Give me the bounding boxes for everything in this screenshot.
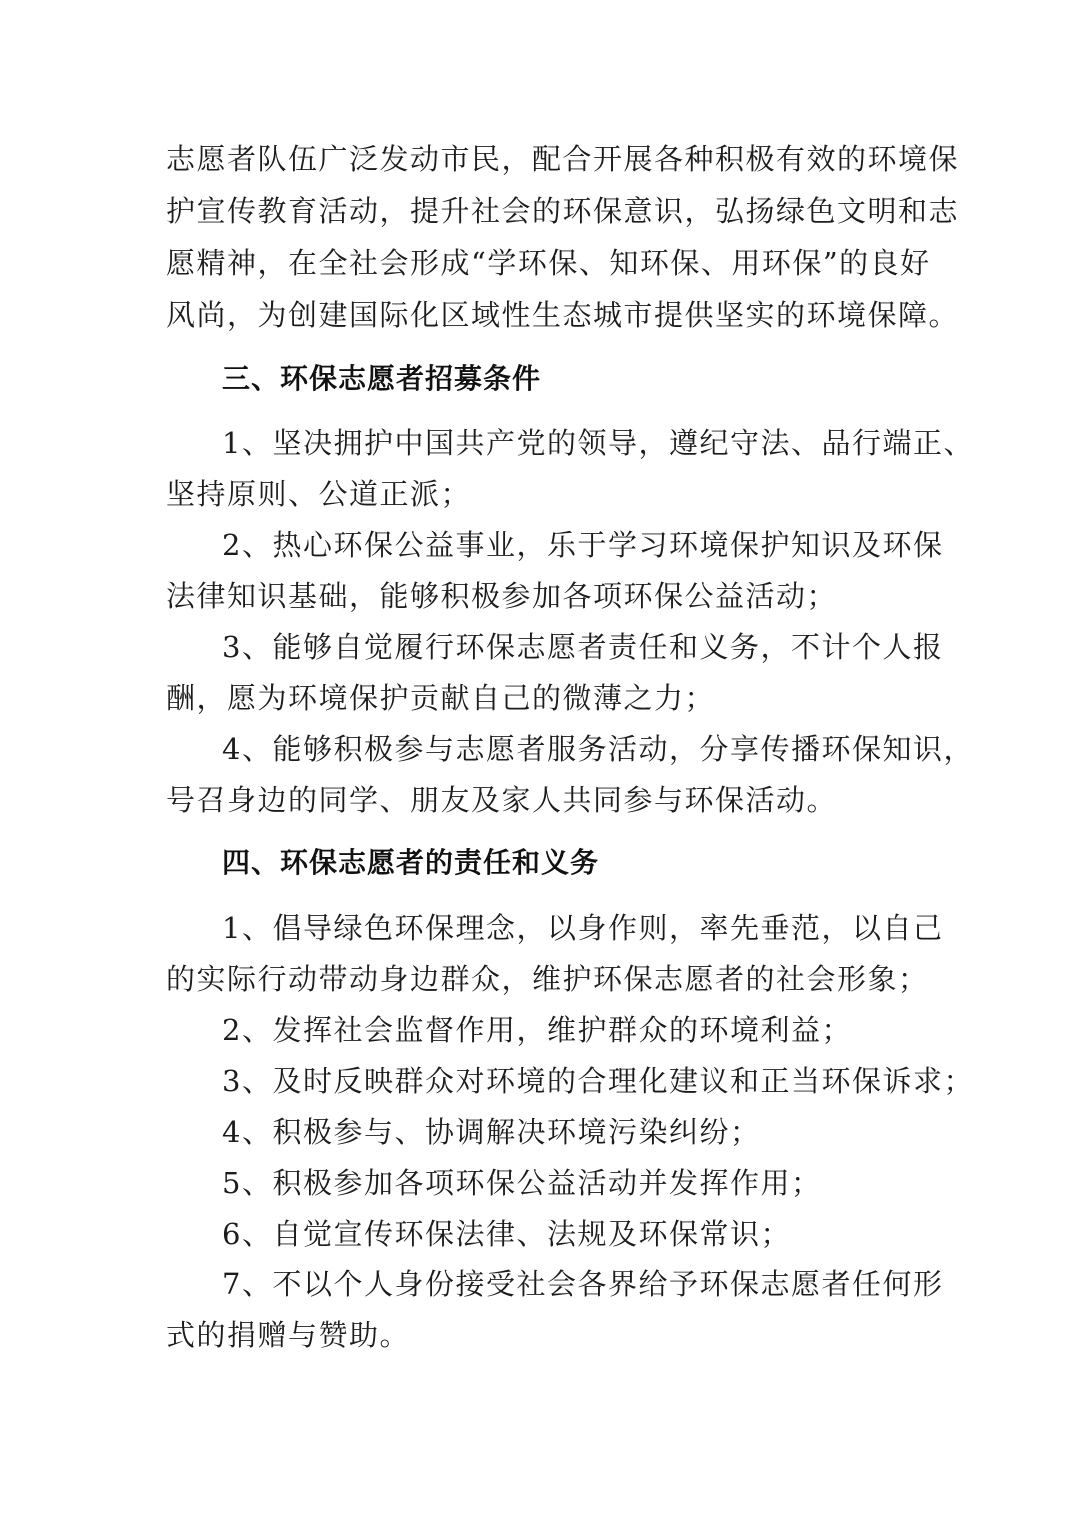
recruitment-condition-item-continuation: 号召身边的同学、朋友及家人共同参与环保活动。 — [166, 783, 838, 817]
recruitment-condition-item-continuation: 法律知识基础，能够积极参加各项环保公益活动； — [166, 579, 838, 613]
responsibility-item-continuation: 的实际行动带动身边群众，维护环保志愿者的社会形象； — [166, 962, 929, 996]
intro-paragraph-line: 护宣传教育活动，提升社会的环保意识，弘扬绿色文明和志 — [166, 194, 960, 228]
recruitment-condition-item: 3、能够自觉履行环保志愿者责任和义务，不计个人报 — [222, 630, 944, 664]
intro-paragraph-line: 志愿者队伍广泛发动市民，配合开展各种积极有效的环境保 — [166, 142, 960, 176]
recruitment-condition-item: 4、能够积极参与志愿者服务活动，分享传播环保知识， — [222, 732, 974, 766]
responsibility-item: 7、不以个人身份接受社会各界给予环保志愿者任何形 — [222, 1267, 944, 1301]
recruitment-condition-item-continuation: 坚持原则、公道正派； — [166, 477, 472, 511]
responsibility-item-continuation: 式的捐赠与赞助。 — [166, 1318, 411, 1352]
recruitment-condition-item: 1、坚决拥护中国共产党的领导，遵纪守法、品行端正、 — [222, 426, 974, 460]
intro-paragraph-line: 风尚，为创建国际化区域性生态城市提供坚实的环境保障。 — [166, 298, 960, 332]
responsibility-item: 4、积极参与、协调解决环境污染纠纷； — [222, 1115, 761, 1149]
responsibility-item: 6、自觉宣传环保法律、法规及环保常识； — [222, 1217, 791, 1251]
responsibility-item: 5、积极参加各项环保公益活动并发挥作用； — [222, 1166, 822, 1200]
section-heading-recruitment-conditions: 三、环保志愿者招募条件 — [222, 362, 542, 395]
recruitment-condition-item: 2、热心环保公益事业，乐于学习环境保护知识及环保 — [222, 528, 944, 562]
intro-paragraph-line: 愿精神，在全社会形成“学环保、知环保、用环保”的良好 — [166, 246, 931, 280]
responsibility-item: 1、倡导绿色环保理念，以身作则，率先垂范，以自己 — [222, 911, 944, 945]
recruitment-condition-item-continuation: 酬，愿为环境保护贡献自己的微薄之力； — [166, 681, 716, 715]
section-heading-responsibilities: 四、环保志愿者的责任和义务 — [222, 846, 600, 879]
responsibility-item: 3、及时反映群众对环境的合理化建议和正当环保诉求； — [222, 1064, 974, 1098]
responsibility-item: 2、发挥社会监督作用，维护群众的环境利益； — [222, 1013, 852, 1047]
